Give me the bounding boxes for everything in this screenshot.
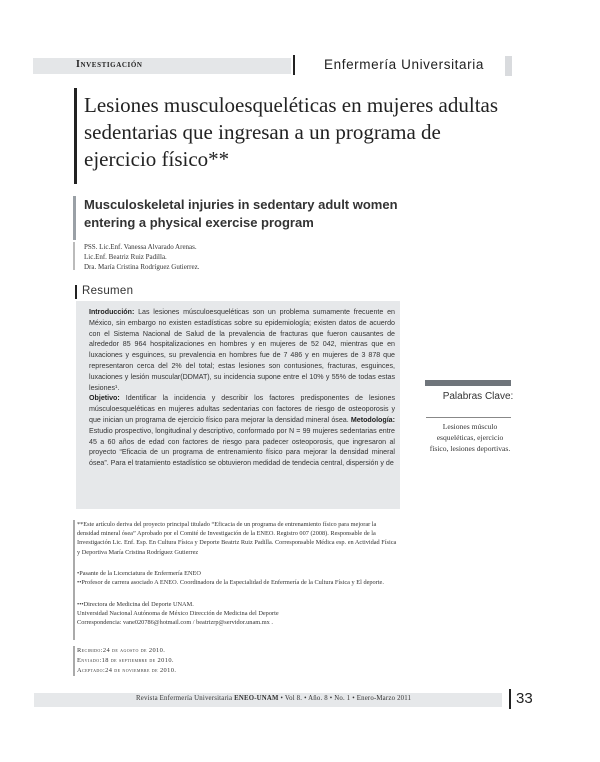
- received-date: Recibido:24 de agosto de 2010.: [77, 647, 166, 654]
- article-dates: [77, 646, 176, 676]
- header-accent-bar: [505, 56, 512, 76]
- accepted-date: Aceptado:24 de noviembre de 2010.: [77, 667, 177, 674]
- keywords-divider: [426, 417, 511, 418]
- objective-label: Objetivo:: [89, 394, 120, 403]
- footer-institution: ENEO-UNAM: [234, 695, 279, 702]
- abstract-heading-rule: [75, 285, 77, 299]
- method-text: Estudio prospectivo, longitudinal y descriptivo, conformado por N = 99 mujeres sedentarias entre 45 a 60 años de edad con factores de riesgo para padecer osteoporosis, que ingresaron al proyecto “Eficacia de un programa de entrenamiento físico para mejorar la densidad mineral ósea”. Para el tratamiento estadístico se obtuvieron medidad de tendecia central, dispersión y de: [89, 426, 395, 468]
- footer-divider: [509, 689, 511, 709]
- page-number: 33: [516, 690, 533, 707]
- affiliation-1: •Pasante de la Licenciatura de Enfermería ENEO: [77, 570, 201, 577]
- keywords-bar: [425, 380, 511, 386]
- objective-text: Identificar la incidencia y describir los factores predisponentes de lesiones músculoesqueléticas en mujeres adultas sedentarias con factores de riesgo de osteoporosis y que inician un programa de ejercicio físico para mejorar la densidad mineral ósea.: [89, 394, 395, 424]
- method-label: Metodología:: [350, 415, 395, 424]
- director-footnote: [77, 600, 397, 628]
- project-footnote: **Este artículo deriva del proyecto principal titulado “Eficacia de un programa de entrenamiento físico para mejorar la densidad mineral ósea” Aprobado por el Comité de Investigación de la ENEO. Registro 007 (2008). Responsable de la Investigación Lic. Enf. Esp. En Cultura Física y Deporte Beatriz Ruiz Padilla. Corresponsable Médica esp. en Actividad Física y Deportiva María Cristina Rodríguez Gutierrez: [77, 521, 397, 556]
- footer-journal: Revista Enfermería Universitaria: [136, 695, 235, 702]
- author-3: Dra. María Cristina Rodríguez Gutierrez.: [84, 263, 200, 271]
- section-label: Investigación: [76, 59, 143, 70]
- article-title-spanish: Lesiones musculoesqueléticas en mujeres adultas sedentarias que ingresan a un programa de ejercicio físico**: [84, 93, 499, 171]
- abstract-text: [76, 301, 400, 469]
- footnotes-rule: [73, 520, 75, 640]
- keywords-title: Palabras Clave:: [442, 391, 514, 402]
- author-list: [84, 242, 199, 272]
- english-title-rule: [73, 196, 76, 240]
- author-1: PSS. Lic.Enf. Vanessa Alvarado Arenas.: [84, 243, 197, 251]
- abstract-heading: Resumen: [82, 285, 134, 297]
- footer-citation: [136, 695, 411, 702]
- authors-rule: [73, 242, 75, 270]
- intro-text: Las lesiones músculoesqueléticas son un problema sumamente frecuente en México, sin embargo no existen estadísticas sobre su epidemiología; existen datos de acuerdo con el Sistema Nacional de Salud de la prevalencia de fracturas que fueron causantes de alrededor 85 964 hospitalizaciones en hombres y en mujeres de 52 042, mientras que en luxaciones y esguinces, su prevalencia en hombres fue de 7 486 y en mujeres de 3 878 que representaron cerca del 2% del total; estas lesiones son contusiones, fracturas, esguinces, luxaciones y lesión muscular(DDMAT), su incidencia supone entre el 10% y 55% de todas estas lesiones¹.: [89, 308, 395, 392]
- intro-label: Introducción:: [89, 308, 135, 316]
- correspondence-email: Correspondencia: vane020786@hotmail.com / beatrizrp@servidor.unam.mx .: [77, 619, 273, 627]
- title-rule: [74, 88, 77, 184]
- affiliations-footnote: [77, 569, 397, 587]
- affiliation-3-institution: Universidad Nacional Autónoma de México Dirección de Medicina del Deporte: [77, 610, 279, 618]
- section-banner: [33, 58, 291, 74]
- header-divider: [293, 55, 295, 75]
- abstract-box: [76, 301, 400, 509]
- affiliation-2: ••Profesor de carrera asociado A ENEO. Coordinadora de la Especialidad de Enfermería de la Cultura Física y El deporte.: [77, 579, 384, 587]
- article-title-english: Musculoskeletal injuries in sedentary adult women entering a physical exercise program: [84, 197, 398, 230]
- author-2: Lic.Enf. Beatriz Ruiz Padilla.: [84, 253, 167, 261]
- keywords-text: Lesiones músculo esqueléticas, ejercicio físico, lesiones deportivas.: [429, 422, 511, 453]
- sent-date: Enviado:18 de septiembre de 2010.: [77, 657, 174, 664]
- journal-name: Enfermería Universitaria: [324, 57, 484, 72]
- footer-issue: • Vol 8. • Año. 8 • No. 1 • Enero-Marzo 2011: [278, 695, 412, 702]
- dates-rule: [73, 646, 75, 676]
- affiliation-3: •••Directora de Medicina del Deporte UNAM.: [77, 601, 194, 608]
